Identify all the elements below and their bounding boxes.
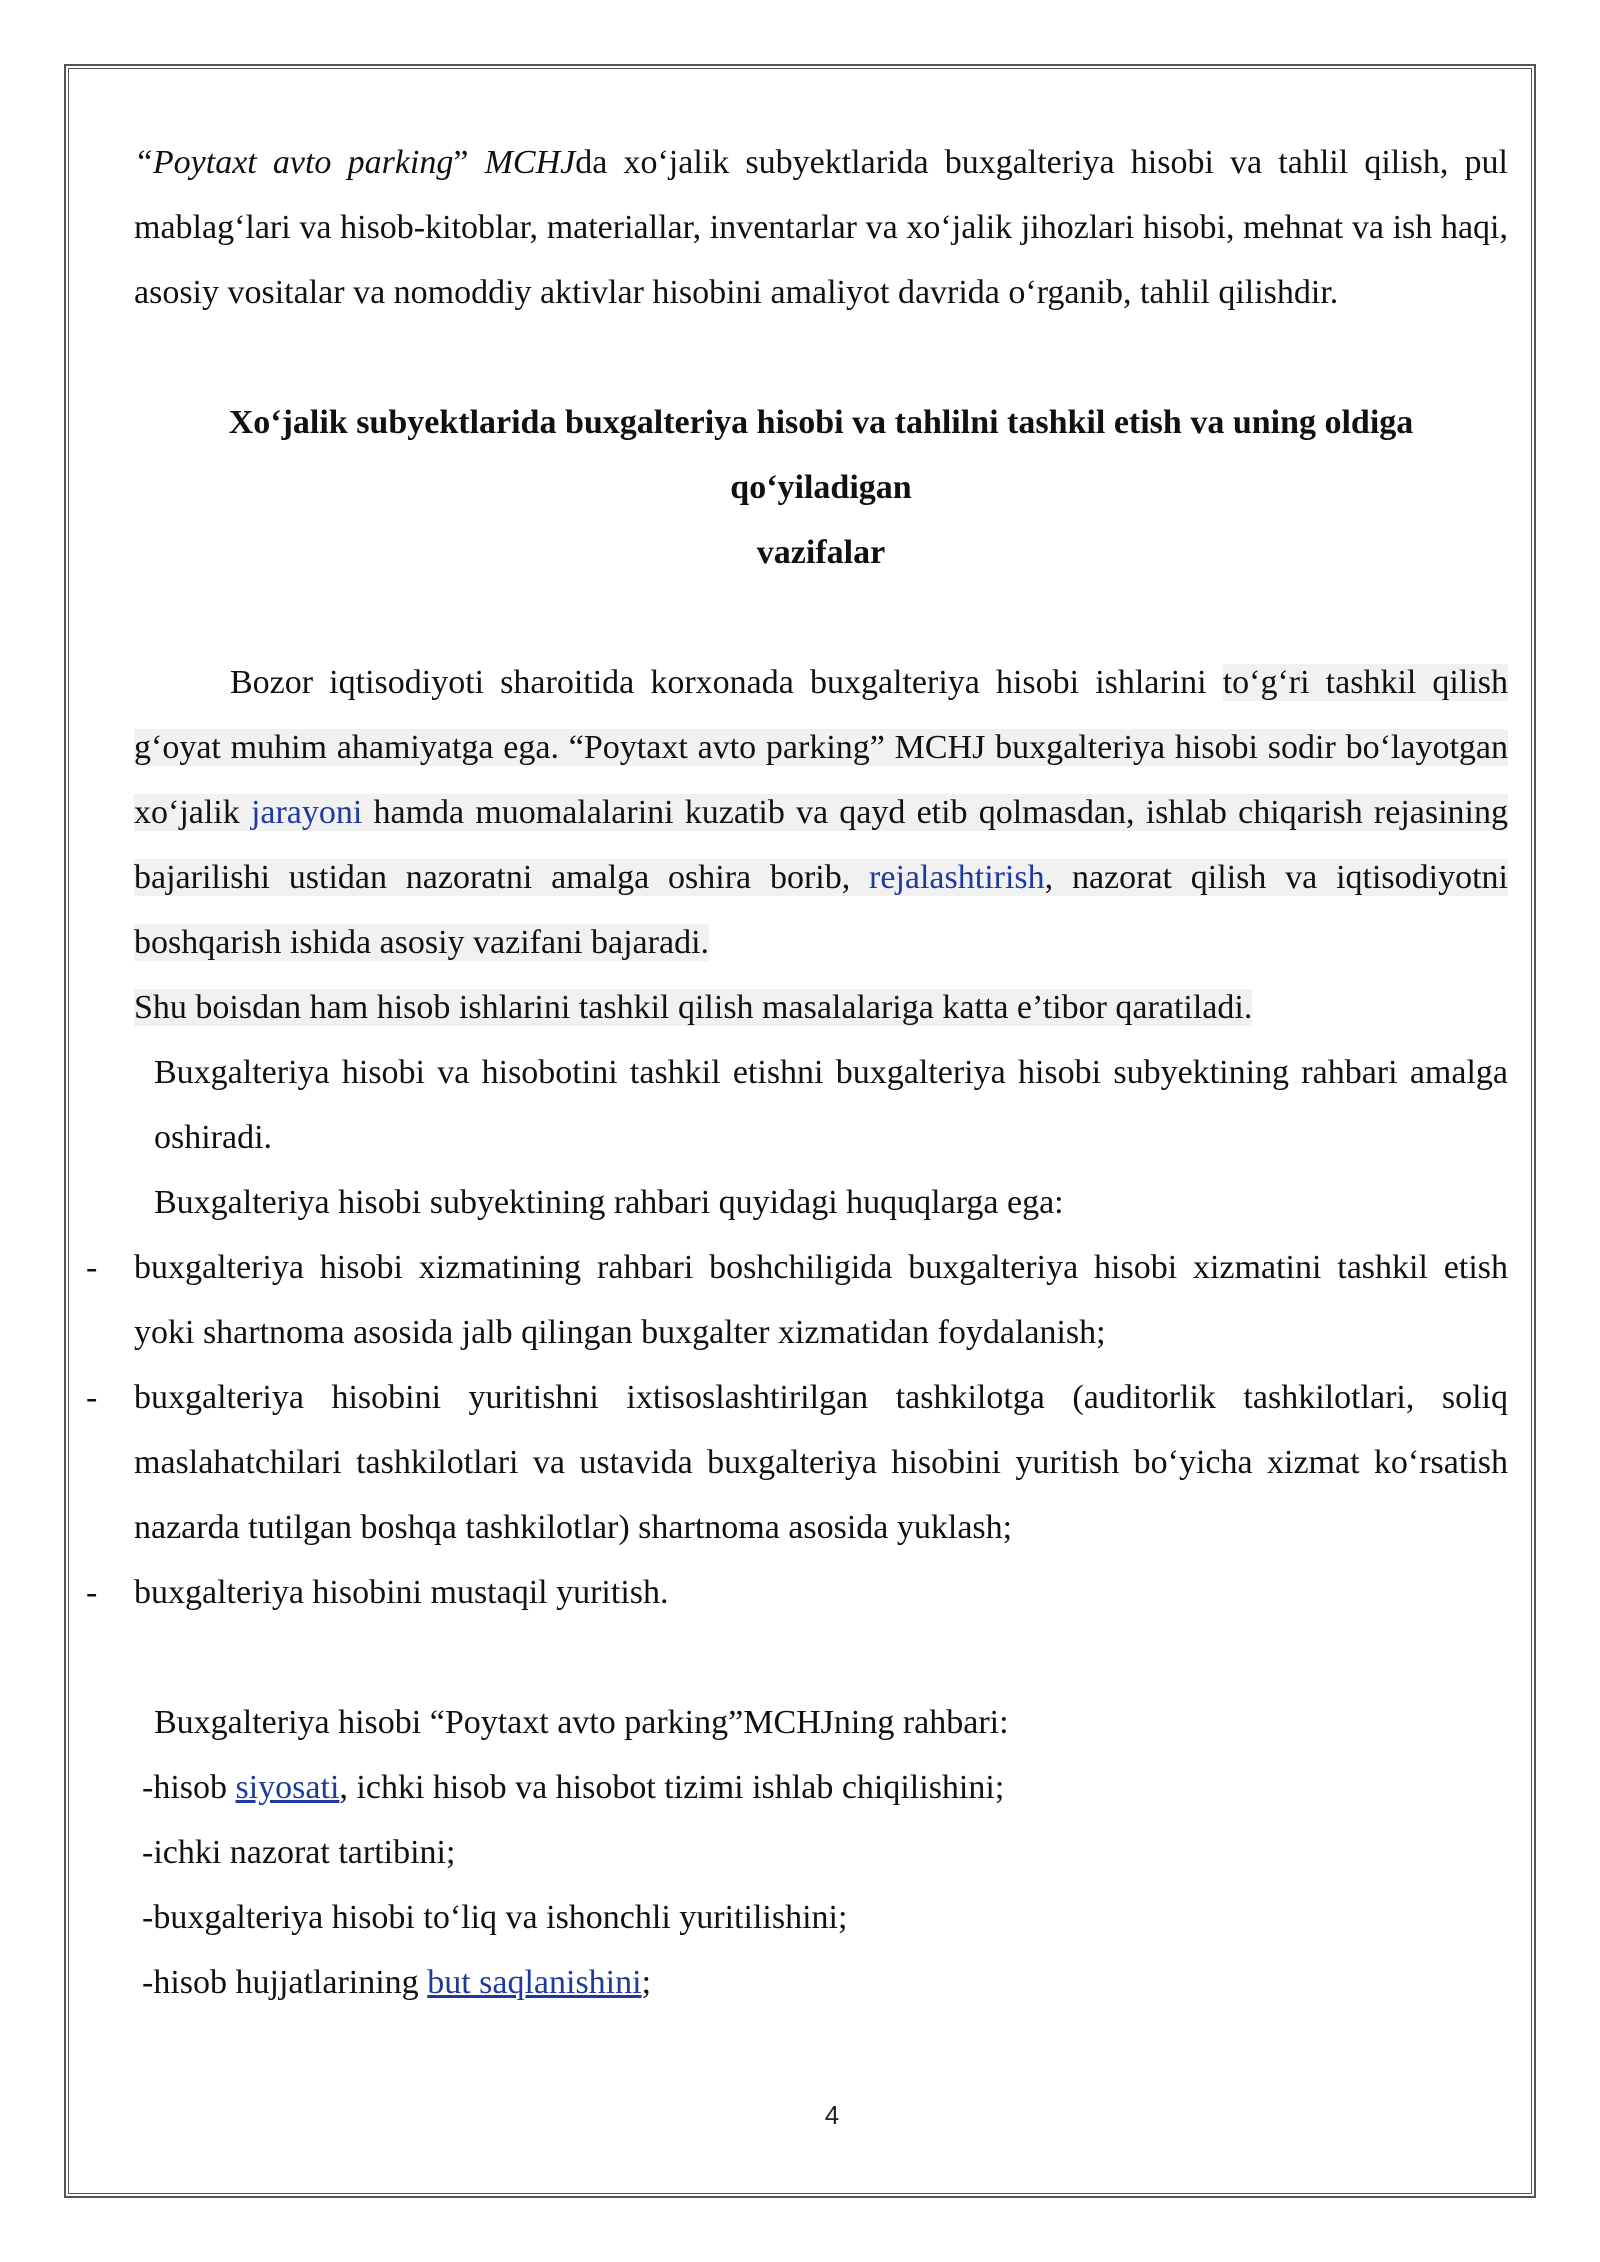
link-siyosati[interactable]: siyosati (235, 1769, 340, 1806)
list-item-hujjatlar: -hisob hujjatlarining but saqlanishini; (142, 1964, 652, 2001)
paragraph-huquqlar: Buxgalteriya hisobi subyektining rahbari quyidagi huquqlarga ega: (154, 1184, 1064, 1221)
list-item-hisob-siyosati: -hisob siyosati, ichki hisob va hisobot tizimi ishlab chiqilishini; (142, 1769, 1005, 1806)
bullet-item: - buxgalteriya hisobini yuritishni ixtisoslashtirilgan tashkilotga (auditorlik tashkilotlari, soliq maslahatchilari tashkilotlari va ustavida buxgalteriya hisobini yuritish bo‘yicha xizmat ko‘rsatish nazarda tutilgan boshqa tashkilotlar) shartnoma asosida yuklash; (134, 1365, 1508, 1560)
paragraph-tashkil-etish: Buxgalteriya hisobi va hisobotini tashkil etishni buxgalteriya hisobi subyektining rahbari amalga oshiradi. (154, 1054, 1508, 1156)
spacer (134, 1625, 1508, 1690)
paragraph-bozor: Bozor iqtisodiyoti sharoitida korxonada buxgalteriya hisobi ishlarini to‘g‘ri tashkil qilish g‘oyat muhim ahamiyatga ega. “Poytaxt avto parking” MCHJ buxgalteriya hisobi sodir bo‘layotgan xo‘jalik jarayoni hamda muomalalarini kuzatib va qayd etib qolmasdan, ishlab chiqarish rejasining bajarilishi ustidan nazoratni amalga oshira borib, rejalashtirish, nazorat qilish va iqtisodiyotni boshqarish ishida asosiy vazifani bajaradi. (134, 664, 1508, 961)
page-number: 4 (824, 2100, 840, 2130)
document-body (86, 130, 1508, 2015)
intro-italic-company: “Poytaxt avto parking (134, 144, 454, 181)
intro-quote: ” (453, 144, 469, 181)
bullet-item: - buxgalteriya hisobi xizmatining rahbari boshchiligida buxgalteriya hisobi xizmatini tashkil etish yoki shartnoma asosida jalb qilingan buxgalter xizmatidan foydalanish; (134, 1235, 1508, 1365)
bullet-dash: - (86, 1574, 98, 1611)
spacer (134, 325, 1508, 390)
link-rejalashtirish[interactable]: rejalashtirish (869, 859, 1045, 896)
highlighted-sentence: Shu boisdan ham hisob ishlarini tashkil qilish masalalariga katta e’tibor qaratiladi. (134, 989, 1253, 1026)
bullet-dash: - (86, 1379, 98, 1416)
paragraph-rahbari: Buxgalteriya hisobi “Poytaxt avto parking”MCHJning rahbari: (154, 1704, 1009, 1741)
link-but-saqlanishini[interactable]: but saqlanishini (427, 1964, 642, 2001)
list-item-buxgalteriya: -buxgalteriya hisobi to‘liq va ishonchli yuritilishini; (142, 1899, 848, 1936)
intro-paragraph (134, 130, 1508, 325)
bullet-dash: - (86, 1249, 98, 1286)
bullet-item: - buxgalteriya hisobini mustaqil yuritish. (134, 1560, 1508, 1625)
intro-text: da xo‘jalik subyektlarida buxgalteriya hisobi va tahlil qilish, pul mablag‘lari va hisob-kitoblar, materiallar, inventarlar va xo‘jalik jihozlari hisobi, mehnat va ish haqi, asosiy vositalar va nomoddiy aktivlar hisobini amaliyot davrida o‘rganib, tahlil qilishdir. (134, 144, 1508, 311)
intro-italic-mchj: MCHJ (468, 144, 576, 181)
link-jarayoni[interactable]: jarayoni (250, 794, 363, 831)
highlighted-text: to‘g‘ri tashkil qilish g‘oyat muhim ahamiyatga ega. “Poytaxt avto parking” MCHJ buxgalteriya hisobi sodir bo‘layotgan xo‘jalik jarayoni hamda muomalalarini kuzatib va qayd etib qolmasdan, ishlab chiqarish rejasining bajarilishi ustidan nazoratni amalga oshira borib, rejalashtirish, nazorat qilish va iqtisodiyotni boshqarish ishida asosiy vazifani bajaradi. (134, 664, 1508, 961)
section-heading-line1: Xo‘jalik subyektlarida buxgalteriya hisobi va tahlilni tashkil etish va uning oldiga (228, 404, 1414, 441)
section-heading-line3: vazifalar (756, 534, 886, 571)
section-heading-line2: qo‘yiladigan (730, 469, 912, 506)
spacer (134, 585, 1508, 650)
list-item-ichki-nazorat: -ichki nazorat tartibini; (142, 1834, 456, 1871)
paragraph-shu-boisdan (134, 975, 1508, 1040)
